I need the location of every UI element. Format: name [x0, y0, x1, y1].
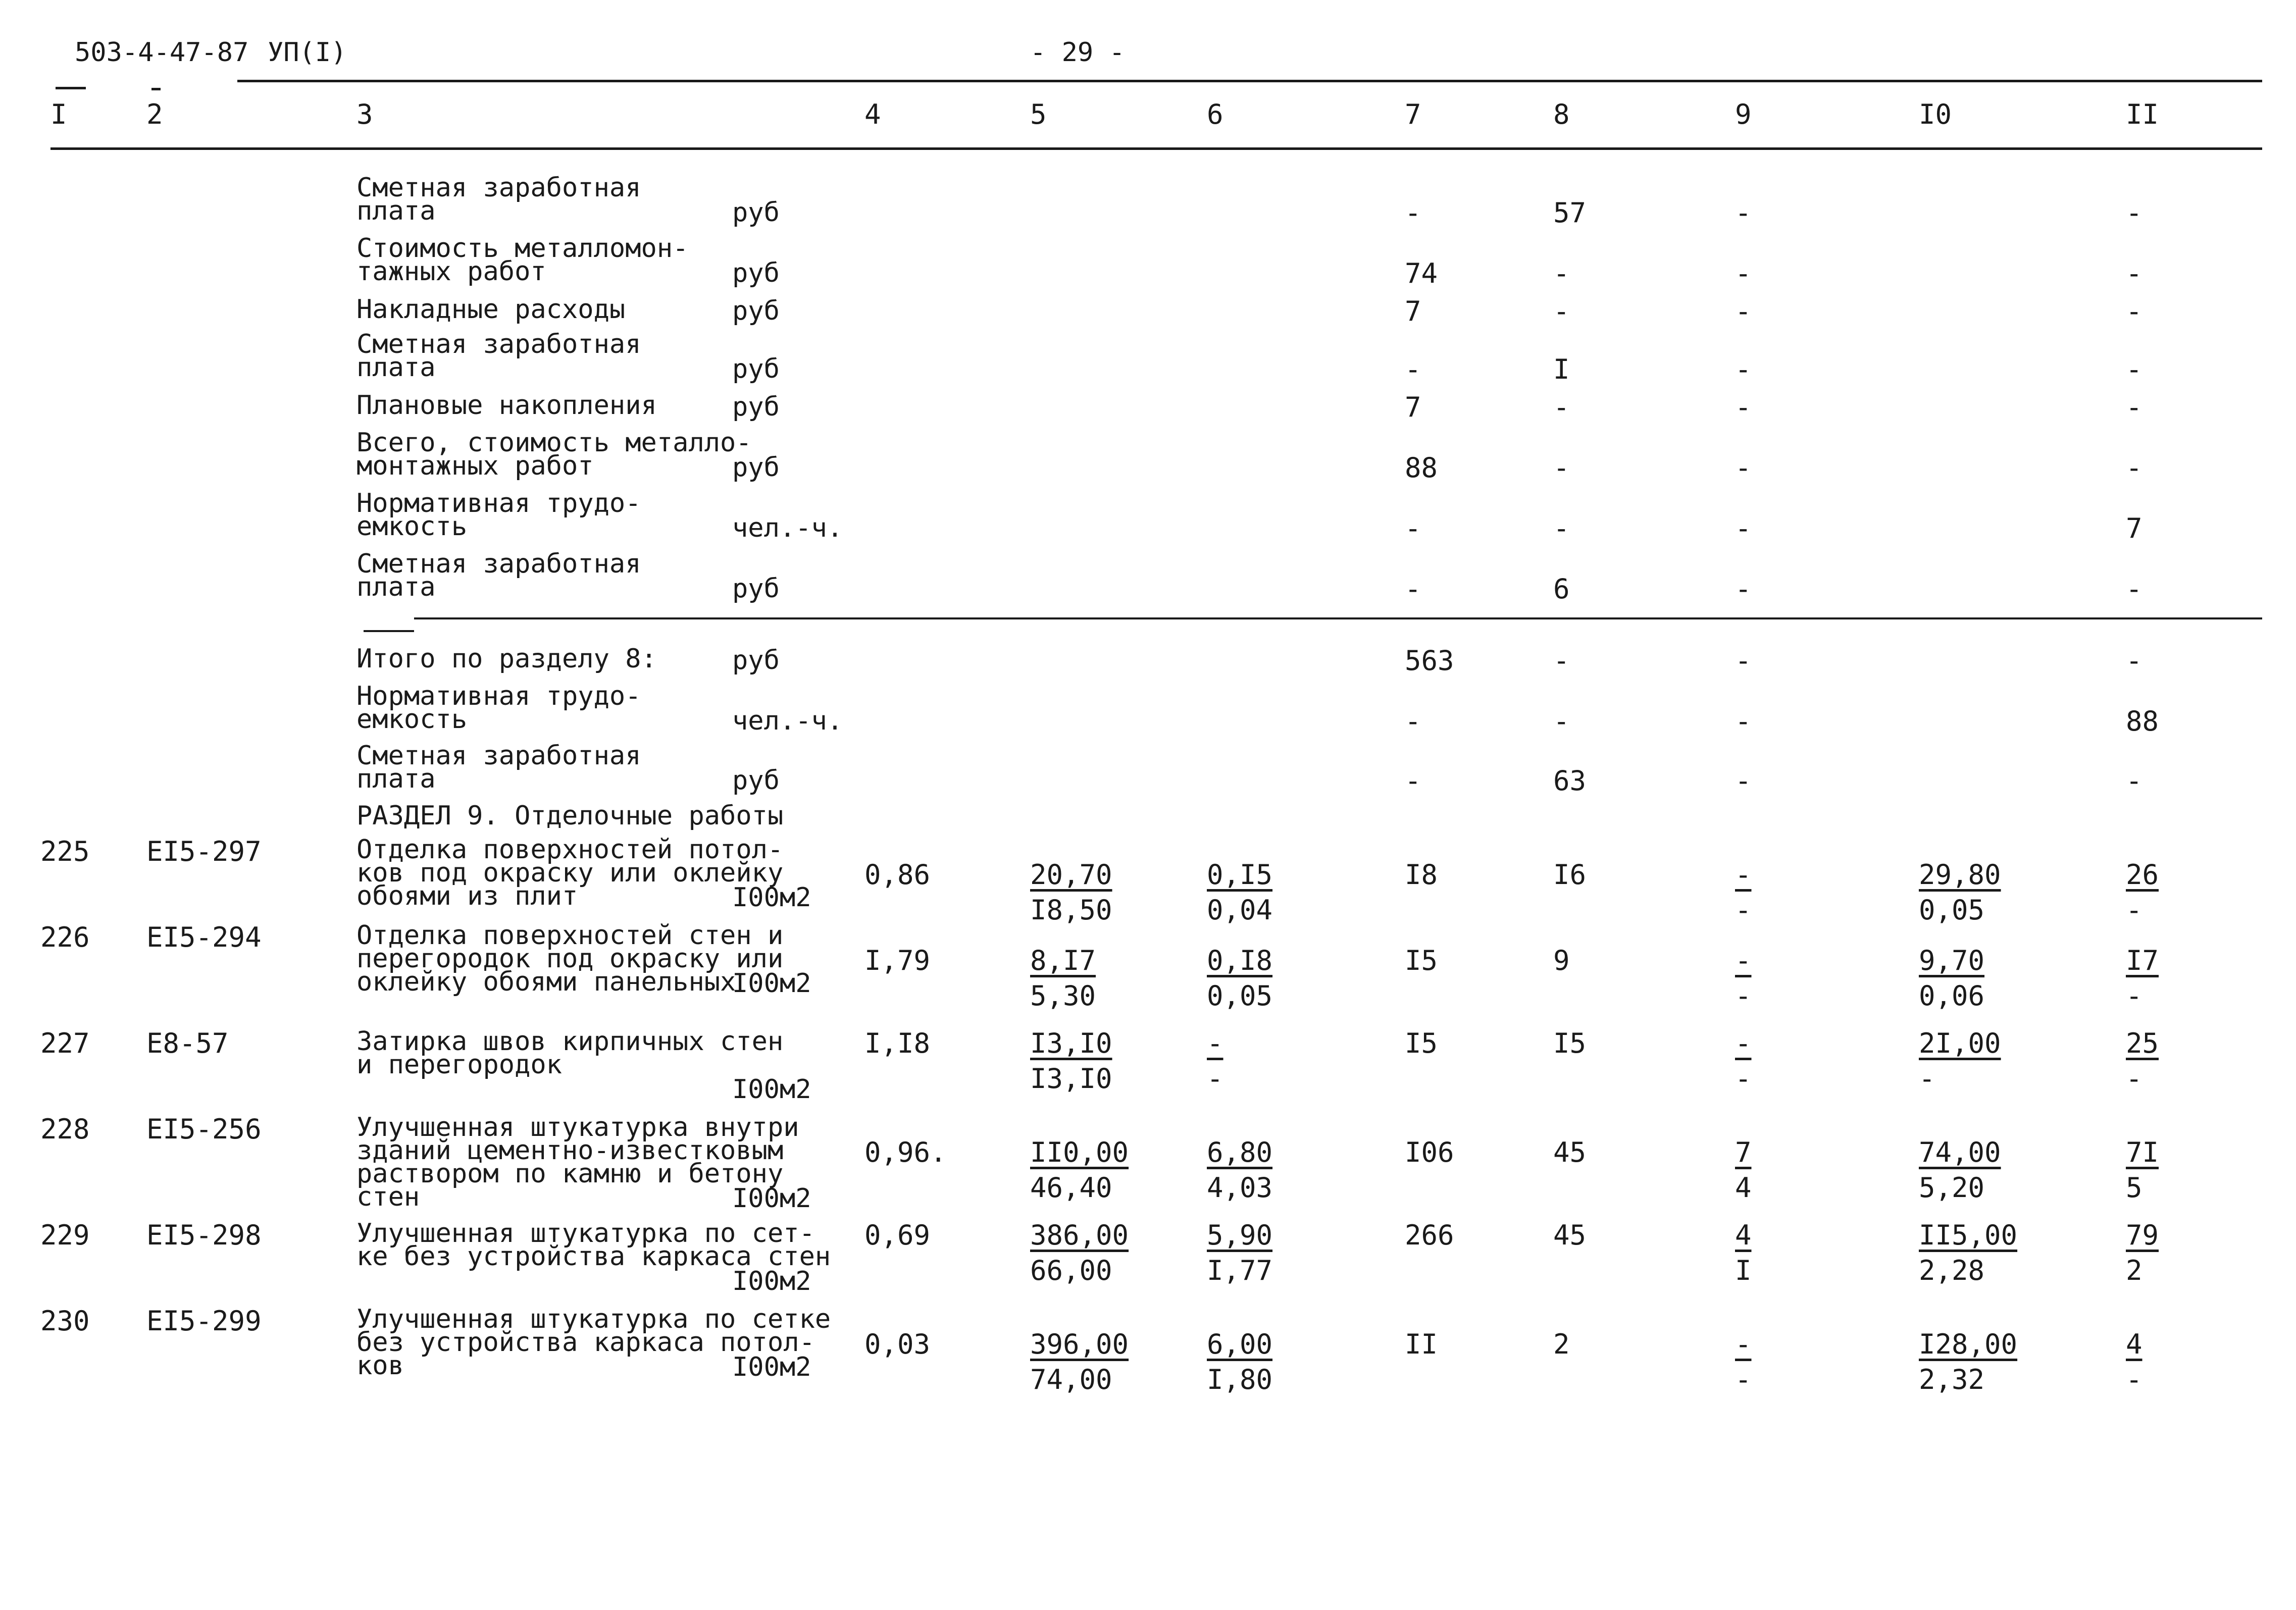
item-number: 230: [40, 1305, 90, 1337]
row-col8: -: [1553, 645, 1570, 677]
item-description-line: оклейку обоями панельных: [356, 967, 736, 997]
row-col11: -: [2126, 573, 2142, 605]
doc-code: 503-4-47-87: [75, 37, 249, 68]
row-col9: -: [1735, 765, 1752, 797]
row-unit: руб: [732, 645, 780, 676]
header-rule-top: [237, 80, 2262, 82]
row-col9: -: [1735, 452, 1752, 484]
row-label-line: Стоимость металломон-: [356, 233, 689, 264]
item-machine-cost: 5,90: [1207, 1219, 1273, 1251]
item-unit: I00м2: [732, 1266, 811, 1296]
row-unit: руб: [732, 452, 780, 483]
item-number: 226: [40, 921, 90, 953]
item-quantity: I,79: [864, 945, 931, 976]
row-col8: 57: [1553, 197, 1587, 229]
item-col10-top: 74,00: [1919, 1136, 2001, 1168]
row-unit: руб: [732, 296, 780, 326]
item-col9-top: 7: [1735, 1136, 1752, 1168]
item-machine-cost: 0,I5: [1207, 859, 1273, 891]
row-unit: руб: [732, 574, 780, 604]
item-col8: I6: [1553, 859, 1587, 891]
item-description-line: Улучшенная штукатурка внутри: [356, 1112, 799, 1142]
row-col9: -: [1735, 353, 1752, 385]
row-col9: -: [1735, 645, 1752, 677]
item-unit-cost-wages: I3,I0: [1030, 1063, 1112, 1095]
item-unit-cost-total: 386,00: [1030, 1219, 1129, 1251]
row-col8: I: [1553, 353, 1570, 385]
column-number-4: 4: [864, 98, 881, 130]
item-code: EI5-298: [146, 1219, 262, 1251]
row-unit: руб: [732, 392, 780, 422]
row-col7: 563: [1405, 645, 1454, 677]
row-col9: -: [1735, 705, 1752, 737]
item-machine-cost: -: [1207, 1027, 1223, 1059]
row-label-line: Сметная заработная: [356, 549, 641, 579]
row-label-line: Плановые накопления: [356, 390, 657, 421]
item-col10-top: 29,80: [1919, 859, 2001, 891]
item-col11-bottom: -: [2126, 1364, 2142, 1395]
row-col7: -: [1405, 197, 1421, 229]
item-col8: I5: [1553, 1027, 1587, 1059]
row-col9: -: [1735, 197, 1752, 229]
item-unit: I00м2: [732, 1074, 811, 1105]
row-label-line: Нормативная трудо-: [356, 681, 641, 711]
column-number-1: I: [50, 98, 67, 130]
section-title: РАЗДЕЛ 9. Отделочные работы: [356, 801, 784, 831]
row-col7: 7: [1405, 391, 1421, 423]
item-machine-cost: 6,80: [1207, 1136, 1273, 1168]
row-col8: 6: [1553, 573, 1570, 605]
item-col10-bottom: 2,32: [1919, 1364, 1985, 1395]
item-col9-top: 4: [1735, 1219, 1752, 1251]
row-col7: -: [1405, 512, 1421, 544]
row-unit: чел.-ч.: [732, 706, 843, 736]
item-description-line: раствором по камню и бетону: [356, 1159, 784, 1189]
row-col7: 74: [1405, 257, 1438, 289]
item-col9-bottom: -: [1735, 1063, 1752, 1095]
item-col11-bottom: -: [2126, 980, 2142, 1012]
column-number-2: 2: [146, 98, 163, 130]
item-quantity: 0,86: [864, 859, 931, 891]
item-col9-bottom: I: [1735, 1255, 1752, 1286]
row-unit: руб: [732, 765, 780, 796]
item-col8: 45: [1553, 1219, 1587, 1251]
column-number-7: 7: [1405, 98, 1421, 130]
row-label-line: плата: [356, 572, 436, 602]
item-unit-cost-wages: 46,40: [1030, 1172, 1112, 1204]
row-col11: 7: [2126, 512, 2142, 544]
item-code: EI5-294: [146, 921, 262, 953]
row-label-line: Сметная заработная: [356, 173, 641, 203]
item-description-line: зданий цементно-известковым: [356, 1135, 784, 1166]
item-col7: II: [1405, 1328, 1438, 1360]
item-col7: I5: [1405, 945, 1438, 976]
item-description-line: Улучшенная штукатурка по сет-: [356, 1218, 815, 1249]
row-label-line: плата: [356, 196, 436, 226]
header-rule-bottom: [50, 147, 2262, 150]
row-col8: -: [1553, 295, 1570, 327]
item-number: 228: [40, 1113, 90, 1145]
item-col11-bottom: -: [2126, 1063, 2142, 1095]
item-col9-top: -: [1735, 1027, 1752, 1059]
row-col9: -: [1735, 257, 1752, 289]
row-col11: -: [2126, 765, 2142, 797]
item-machine-wages: 0,05: [1207, 980, 1273, 1012]
item-col7: I06: [1405, 1136, 1454, 1168]
row-col11: -: [2126, 257, 2142, 289]
item-col10-top: I28,00: [1919, 1328, 2018, 1360]
item-col8: 2: [1553, 1328, 1570, 1360]
row-col7: 88: [1405, 452, 1438, 484]
row-col8: 63: [1553, 765, 1587, 797]
item-unit-cost-wages: 74,00: [1030, 1364, 1112, 1395]
item-description-line: обоями из плит: [356, 881, 578, 911]
item-col10-bottom: 0,06: [1919, 980, 1985, 1012]
item-machine-cost: 6,00: [1207, 1328, 1273, 1360]
item-col10-top: II5,00: [1919, 1219, 2018, 1251]
divider-short: [364, 630, 414, 632]
item-code: EI5-256: [146, 1113, 262, 1145]
item-machine-cost: 0,I8: [1207, 945, 1273, 976]
item-quantity: 0,69: [864, 1219, 931, 1251]
item-machine-wages: I,77: [1207, 1255, 1273, 1286]
item-col10-bottom: 0,05: [1919, 894, 1985, 926]
row-col11: -: [2126, 197, 2142, 229]
row-label-line: Нормативная трудо-: [356, 488, 641, 518]
row-label-line: емкость: [356, 511, 468, 542]
row-col9: -: [1735, 391, 1752, 423]
item-unit-cost-wages: I8,50: [1030, 894, 1112, 926]
item-col11-top: 4: [2126, 1328, 2142, 1360]
row-unit: руб: [732, 258, 780, 288]
header-rule-short-b: [151, 88, 161, 90]
item-unit-cost-wages: 66,00: [1030, 1255, 1112, 1286]
doc-part: УП(I): [268, 37, 347, 68]
item-col11-top: 26: [2126, 859, 2159, 891]
item-description-line: ков: [356, 1351, 404, 1381]
row-label-line: Сметная заработная: [356, 329, 641, 359]
item-machine-wages: 0,04: [1207, 894, 1273, 926]
row-col11: -: [2126, 353, 2142, 385]
item-description-line: ке без устройства каркаса стен: [356, 1241, 831, 1272]
item-machine-wages: -: [1207, 1063, 1223, 1095]
row-col9: -: [1735, 573, 1752, 605]
item-description-line: ков под окраску или оклейку: [356, 858, 784, 888]
item-col10-bottom: -: [1919, 1063, 1935, 1095]
item-unit-cost-total: 20,70: [1030, 859, 1112, 891]
item-quantity: I,I8: [864, 1027, 931, 1059]
row-col7: -: [1405, 705, 1421, 737]
item-col10-bottom: 5,20: [1919, 1172, 1985, 1204]
row-col7: -: [1405, 765, 1421, 797]
item-description-line: Отделка поверхностей стен и: [356, 920, 784, 951]
item-col7: I8: [1405, 859, 1438, 891]
item-unit: I00м2: [732, 968, 811, 999]
item-number: 225: [40, 836, 90, 867]
item-description-line: Затирка швов кирпичных стен: [356, 1026, 784, 1057]
divider-long: [414, 617, 2262, 619]
item-col10-bottom: 2,28: [1919, 1255, 1985, 1286]
item-col9-top: -: [1735, 1328, 1752, 1360]
item-code: E8-57: [146, 1027, 229, 1059]
row-col8: -: [1553, 452, 1570, 484]
row-unit: руб: [732, 354, 780, 384]
item-quantity: 0,96.: [864, 1136, 947, 1168]
item-col11-bottom: 2: [2126, 1255, 2142, 1286]
item-quantity: 0,03: [864, 1328, 931, 1360]
item-col9-top: -: [1735, 945, 1752, 976]
item-col9-bottom: -: [1735, 1364, 1752, 1395]
item-description-line: и перегородок: [356, 1050, 562, 1080]
row-col11: -: [2126, 391, 2142, 423]
item-unit-cost-total: I3,I0: [1030, 1027, 1112, 1059]
item-col9-bottom: -: [1735, 980, 1752, 1012]
item-col8: 45: [1553, 1136, 1587, 1168]
item-col11-top: I7: [2126, 945, 2159, 976]
item-unit: I00м2: [732, 882, 811, 913]
row-col11: -: [2126, 295, 2142, 327]
item-description-line: перегородок под окраску или: [356, 944, 784, 974]
row-unit: руб: [732, 197, 780, 228]
row-label-line: плата: [356, 352, 436, 383]
column-number-5: 5: [1030, 98, 1047, 130]
row-label-line: Сметная заработная: [356, 741, 641, 771]
item-description-line: Отделка поверхностей потол-: [356, 835, 784, 865]
item-col8: 9: [1553, 945, 1570, 976]
item-unit: I00м2: [732, 1183, 811, 1214]
item-unit-cost-total: II0,00: [1030, 1136, 1129, 1168]
row-label-line: Накладные расходы: [356, 294, 626, 325]
row-col7: -: [1405, 353, 1421, 385]
item-col7: 266: [1405, 1219, 1454, 1251]
item-col9-top: -: [1735, 859, 1752, 891]
item-description-line: без устройства каркаса потол-: [356, 1327, 815, 1358]
item-code: EI5-299: [146, 1305, 262, 1337]
column-number-3: 3: [356, 98, 373, 130]
item-col10-top: 9,70: [1919, 945, 1985, 976]
item-machine-wages: I,80: [1207, 1364, 1273, 1395]
column-number-9: 9: [1735, 98, 1752, 130]
row-col7: 7: [1405, 295, 1421, 327]
row-col7: -: [1405, 573, 1421, 605]
item-number: 229: [40, 1219, 90, 1251]
row-col11: 88: [2126, 705, 2159, 737]
item-description-line: стен: [356, 1182, 420, 1212]
item-col9-bottom: -: [1735, 894, 1752, 926]
row-label-line: монтажных работ: [356, 451, 594, 481]
column-number-8: 8: [1553, 98, 1570, 130]
row-unit: чел.-ч.: [732, 513, 843, 543]
item-col11-top: 25: [2126, 1027, 2159, 1059]
column-number-10: I0: [1919, 98, 1952, 130]
item-col10-top: 2I,00: [1919, 1027, 2001, 1059]
header-rule-short-a: [56, 87, 86, 89]
item-unit-cost-wages: 5,30: [1030, 980, 1096, 1012]
row-col8: -: [1553, 512, 1570, 544]
item-col7: I5: [1405, 1027, 1438, 1059]
item-number: 227: [40, 1027, 90, 1059]
item-col11-top: 79: [2126, 1219, 2159, 1251]
row-col9: -: [1735, 512, 1752, 544]
row-col11: -: [2126, 452, 2142, 484]
item-unit-cost-total: 8,I7: [1030, 945, 1096, 976]
row-col11: -: [2126, 645, 2142, 677]
item-col9-bottom: 4: [1735, 1172, 1752, 1204]
row-label-line: Итого по разделу 8:: [356, 644, 657, 674]
item-col11-bottom: 5: [2126, 1172, 2142, 1204]
row-col8: -: [1553, 705, 1570, 737]
row-label-line: плата: [356, 764, 436, 794]
item-col11-bottom: -: [2126, 894, 2142, 926]
item-col11-top: 7I: [2126, 1136, 2159, 1168]
row-col8: -: [1553, 391, 1570, 423]
row-label-line: емкость: [356, 704, 468, 735]
item-code: EI5-297: [146, 836, 262, 867]
item-machine-wages: 4,03: [1207, 1172, 1273, 1204]
page-number: - 29 -: [1030, 37, 1125, 68]
row-col8: -: [1553, 257, 1570, 289]
row-label-line: тажных работ: [356, 256, 546, 287]
item-unit: I00м2: [732, 1352, 811, 1382]
row-col9: -: [1735, 295, 1752, 327]
column-number-6: 6: [1207, 98, 1223, 130]
item-description-line: Улучшенная штукатурка по сетке: [356, 1304, 831, 1334]
item-unit-cost-total: 396,00: [1030, 1328, 1129, 1360]
column-number-11: II: [2126, 98, 2159, 130]
row-label-line: Всего, стоимость металло-: [356, 428, 752, 458]
